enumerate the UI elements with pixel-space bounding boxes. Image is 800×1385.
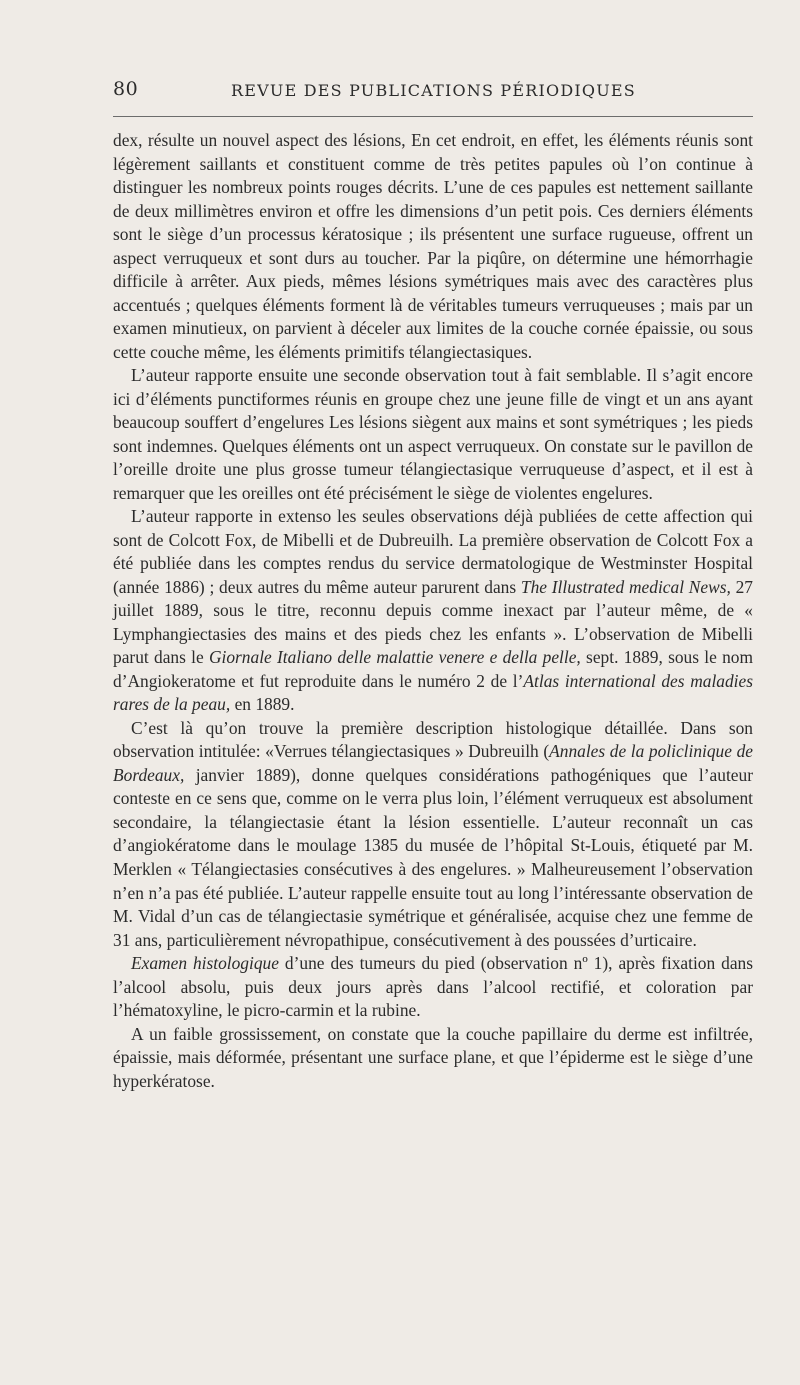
journal-title-atlas-international: Atlas international des maladies rares de la peau,: [113, 670, 753, 715]
header-rule: [113, 116, 753, 117]
journal-title-illustrated-medical-news: The Illustrated medical News,: [520, 576, 731, 597]
paragraph-3-text-4: en 1889.: [230, 694, 295, 715]
paragraph-3: [113, 505, 753, 717]
paragraph-3-text-3: sept. 1889, sous le nom d’Angiokeratome et fut reproduite dans le numéro 2 de l’: [113, 647, 754, 691]
paragraph-6: A un faible grossissement, on constate que la couche papillaire du derme est infiltrée, épaissie, mais déformée, présentant une surface plane, et que l’épiderme est le siège d’une hyperkératose.: [113, 1023, 753, 1091]
section-label-examen-histologique: Examen histologique: [131, 953, 279, 974]
journal-title-annales-policlinique: Annales de la policlinique de Bordeaux,: [113, 741, 753, 785]
paragraph-3-text-1: L’auteur rapporte in extenso les seules observations déjà publiées de cette affection qui sont de Colcott Fox, de Mibelli et de Dubreuilh. La première observation de Colcott Fox a été publiée dans les comptes rendus du service dermatologique de Westminster Hospital (année 1886) ; deux autres du même auteur parurent dans: [113, 506, 753, 597]
article-body: [113, 129, 753, 1093]
journal-title-giornale-italiano: Giornale Italiano delle malattie venere e della pelle,: [208, 647, 581, 668]
paragraph-2: L’auteur rapporte ensuite une seconde observation tout à fait semblable. Il s’agit encore ici d’éléments punctiformes réunis en groupe chez une jeune fille de vingt et un ans ayant beaucoup souffert d’engelures Les lésions siègent aux mains et sont symétriques ; les pieds sont indemnes. Quelques éléments ont un aspect verruqueux. On constate sur le pavillon de l’oreille droite une plus grosse tumeur télangiectasique verruqueuse d’aspect, et il est à remarquer que les oreilles ont été précisément le siège de violentes engelures.: [113, 365, 753, 503]
page-number: 80: [113, 78, 139, 100]
paragraph-4-text-2: janvier 1889), donne quelques considérations pathogéniques que l’auteur conteste en ce sens que, comme on le verra plus loin, l’élément verruqueux est absolument secondaire, la télangiectasie étant la lésion essentielle. L’auteur reconnaît un cas d’angiokératome dans le moulage 1385 du musée de l’hôpital St-Louis, étiqueté par M. Merklen « Télangiectasies consécutives à des engelures. » Malheureusement l’observation n’en n’a pas été publiée. L’auteur rappelle ensuite tout au long l’intéressante observation de M. Vidal d’un cas de télangiectasie symétrique et généralisée, acquise chez une femme de 31 ans, particulièrement névropathipue, consécutivement à des poussées d’urticaire.: [113, 764, 753, 950]
running-title: REVUE DES PUBLICATIONS PÉRIODIQUES: [231, 81, 636, 100]
paragraph-3-text-2: 27 juillet 1889, sous le titre, reconnu depuis comme inexact par l’auteur même, de « Lymphangiectasies des mains et des pieds chez les enfants ». L’observation de Mibelli parut dans le: [113, 576, 754, 668]
paragraph-5: [113, 952, 753, 1023]
paragraph-4: [113, 717, 753, 952]
page-header: [113, 74, 753, 104]
paragraph-1: dex, résulte un nouvel aspect des lésions, En cet endroit, en effet, les éléments réunis sont légèrement saillants et constituent comme de très petites papules où l’on continue à distinguer les nombreux points rouges décrits. L’une de ces papules est nettement saillante de deux millimètres environ et offre les dimensions d’un petit pois. Ces derniers éléments sont le siège d’un processus kératosique ; ils présentent une surface rugueuse, offrent un aspect verruqueux et sont durs au toucher. Par la piqûre, on détermine une hémorrhagie difficile à arrêter. Aux pieds, mêmes lésions symétriques mais avec des caractères plus accentués ; quelques éléments forment là de véritables tumeurs verruqueuses ; mais par un examen minutieux, on parvient à déceler aux limites de la couche cornée épaissie, ou sous cette couche même, les éléments primitifs télangiectasiques.: [113, 130, 753, 362]
paragraph-5-text-1: d’une des tumeurs du pied (observation nº 1), après fixation dans l’alcool absolu, puis deux jours après dans l’alcool rectifié, et coloration par l’hématoxyline, le picro-carmin et la rubine.: [113, 953, 753, 1021]
paragraph-4-text-1: C’est là qu’on trouve la première description histologique détaillée. Dans son observation intitulée: «Verrues télangiectasiques » Dubreuilh (: [113, 717, 753, 762]
